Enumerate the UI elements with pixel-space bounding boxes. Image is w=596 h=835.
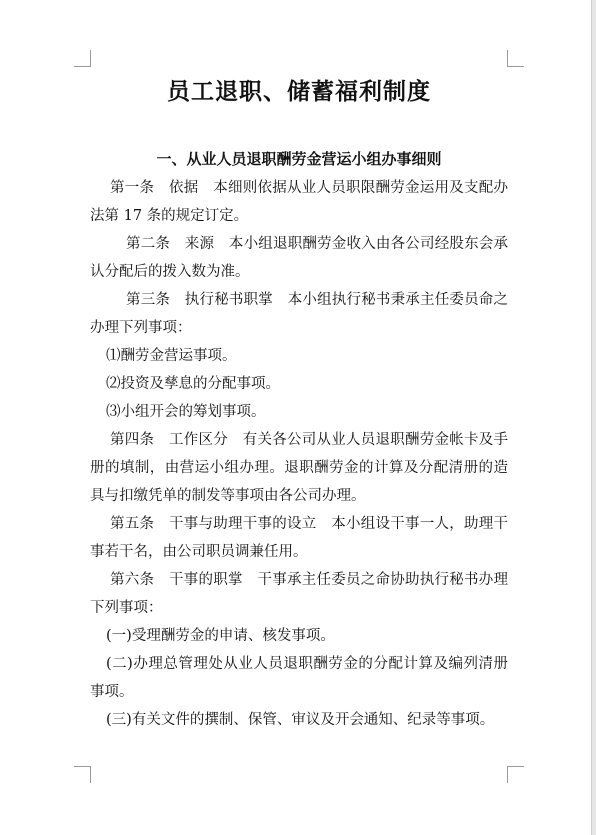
article-5-paragraph: 第五条 干事与助理干事的设立 本小组设干事一人，助理干事若干名，由公司职员调兼任用。 <box>90 516 508 560</box>
article-3-paragraph: 第三条 执行秘书职掌 本小组执行秘书秉承主任委员命之办理下列事项： <box>90 292 508 336</box>
article-4-paragraph: 第四条 工作区分 有关各公司从业人员退职酬劳金帐卡及手册的填制，由营运小组办理。退职酬劳金的计算及分配清册的造具与扣缴凭单的制发等事项由各公司办理。 <box>90 432 508 504</box>
article-2-paragraph: 第二条 来源 本小组退职酬劳金收入由各公司经股东会承认分配后的拨入数为准。 <box>90 236 508 280</box>
list-item-a: (一)受理酬劳金的申请、核发事项。 <box>106 628 335 644</box>
page-edge-shadow <box>591 0 596 835</box>
crop-mark-bottom-right <box>507 766 524 783</box>
list-item-b: (二)办理总管理处从业人员退职酬劳金的分配计算及编列清册事项。 <box>90 656 508 700</box>
document-body[interactable] <box>90 64 508 734</box>
crop-mark-bottom-left <box>74 766 91 783</box>
document-title: 员工退职、储蓄福利制度 <box>167 79 431 105</box>
list-item-2: ⑵投资及孳息的分配事项。 <box>106 376 280 392</box>
crop-mark-top-left <box>74 50 91 67</box>
section-heading: 一、从业人员退职酬劳金营运小组办事细则 <box>156 150 442 168</box>
crop-mark-top-right <box>507 50 524 67</box>
article-1-paragraph: 第一条 依据 本细则依据从业人员职限酬劳金运用及支配办法第 17 条的规定订定。 <box>90 180 508 224</box>
article-6-paragraph: 第六条 干事的职掌 干事承主任委员之命协助执行秘书办理下列事项： <box>90 572 508 616</box>
list-item-1: ⑴酬劳金营运事项。 <box>106 348 237 364</box>
list-item-c: (三)有关文件的撰制、保管、审议及开会通知、纪录等事项。 <box>106 712 495 728</box>
list-item-3: ⑶小组开会的筹划事项。 <box>106 404 266 420</box>
